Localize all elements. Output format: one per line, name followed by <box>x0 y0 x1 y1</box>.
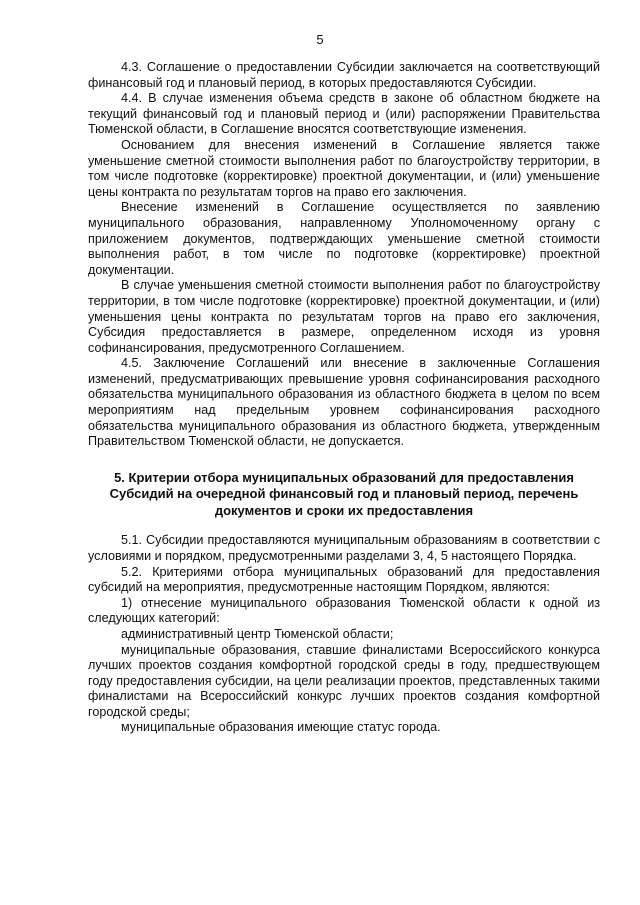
section-5-heading: 5. Критерии отбора муниципальных образований для предоставления Субсидий на очередной финансовый год и плановый период, перечень документов и сроки их предоставления <box>109 469 579 518</box>
paragraph-5-1: 5.1. Субсидии предоставляются муниципальным образованиям в соответствии с условиями и порядком, предусмотренными разделами 3, 4, 5 настоящего Порядка. <box>88 533 600 563</box>
page-number: 5 <box>316 32 324 47</box>
paragraph-4-4: 4.4. В случае изменения объема средств в законе об областном бюджете на текущий финансовый год и плановый период и (или) распоряжении Правительства Тюменской области, в Соглашение вносятся соответствующие изменения. <box>88 91 600 137</box>
category-admin-center: административный центр Тюменской области; <box>121 626 394 641</box>
paragraph-4-5: 4.5. Заключение Соглашений или внесение в заключенные Соглашения изменений, предусматривающих превышение уровня софинансирования расходного обязательства муниципального образования из областного бюджета в целом по всем мероприятиям над предельным уровнем софинансирования расходного обязательства муниципального образования из областного бюджета, утвержденным Правительством Тюменской области, не допускается. <box>88 356 600 449</box>
category-contest-finalists: муниципальные образования, ставшие финалистами Всероссийского конкурса лучших проектов создания комфортной городской среды в году, предшествующем году предоставления субсидии, на цели реализации проектов, представленных такими финалистами на Всероссийский конкурс лучших проектов создания комфортной городской среды; <box>88 642 600 719</box>
paragraph-5-2: 5.2. Критериями отбора муниципальных образований для предоставления субсидий на мероприятия, предусмотренные настоящим Порядком, являются: <box>88 564 600 595</box>
category-city-status: муниципальные образования имеющие статус города. <box>121 720 441 735</box>
paragraph-basis-for-changes: Основанием для внесения изменений в Соглашение является также уменьшение сметной стоимости выполнения работ по благоустройству территории, в том числе подготовке (корректировке) проектной документации, и (или) уменьшение цены контракта по результатам торгов на право его заключения. <box>88 137 600 199</box>
document-body <box>88 60 600 736</box>
paragraph-making-changes: Внесение изменений в Соглашение осуществляется по заявлению муниципального образования, направленному Уполномоченному органу с приложением документов, подтверждающих уменьшение сметной стоимости выполнения работ, в том числе по подготовке (корректировке) проектной документации. <box>88 200 600 277</box>
paragraph-cost-reduction: В случае уменьшения сметной стоимости выполнения работ по благоустройству территории, в том числе подготовке (корректировке) проектной документации, и (или) уменьшения цены контракта по результатам торгов на право его заключения, Субсидия предоставляется в размере, определенном исходя из уровня софинансирования, предусмотренного Соглашением. <box>88 278 600 355</box>
criterion-1: 1) отнесение муниципального образования Тюменской области к одной из следующих категорий: <box>88 595 600 626</box>
paragraph-4-3: 4.3. Соглашение о предоставлении Субсидии заключается на соответствующий финансовый год и плановый период, в которых предоставляются Субсидии. <box>88 60 600 90</box>
